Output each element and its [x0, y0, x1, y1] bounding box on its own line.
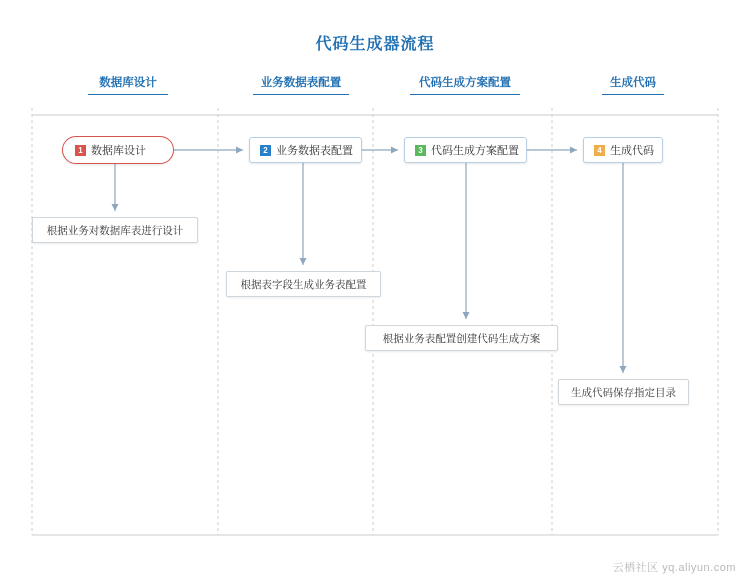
node-generate-code-label: 生成代码	[610, 145, 654, 157]
lane-header-codegen-config-label: 代码生成方案配置	[419, 77, 511, 89]
step-badge-2: 2	[260, 145, 271, 156]
node-generate-code[interactable]	[583, 137, 663, 163]
note-codegen-plan	[365, 325, 558, 351]
lane-header-table-config	[253, 74, 349, 99]
step-badge-4: 4	[594, 145, 605, 156]
lane-header-database-underline	[88, 94, 168, 95]
note-business-table-config-label: 根据表字段生成业务表配置	[240, 278, 367, 291]
lane-header-database	[88, 74, 168, 99]
lane-dividers	[32, 108, 718, 535]
lane-header-codegen-config	[410, 74, 520, 99]
note-codegen-plan-label: 根据业务表配置创建代码生成方案	[382, 332, 541, 345]
note-database-design	[32, 217, 198, 243]
node-business-table-config[interactable]	[249, 137, 362, 163]
node-database-design-label: 数据库设计	[91, 145, 146, 157]
lane-header-database-label: 数据库设计	[99, 77, 157, 89]
note-save-directory-label: 生成代码保存指定目录	[571, 386, 676, 399]
lane-header-generate-code	[602, 74, 664, 99]
watermark: 云栖社区 yq.aliyun.com	[612, 562, 736, 574]
note-save-directory	[558, 379, 689, 405]
note-database-design-label: 根据业务对数据库表进行设计	[46, 224, 184, 237]
lane-header-codegen-config-underline	[410, 94, 520, 95]
node-business-table-config-label: 业务数据表配置	[276, 145, 353, 157]
lane-header-generate-code-label: 生成代码	[610, 77, 656, 89]
step-badge-1: 1	[75, 145, 86, 156]
step-badge-3: 3	[415, 145, 426, 156]
node-codegen-plan-config[interactable]	[404, 137, 527, 163]
node-database-design[interactable]	[62, 136, 174, 164]
lane-header-table-config-underline	[253, 94, 349, 95]
node-codegen-plan-config-label: 代码生成方案配置	[431, 145, 519, 157]
lane-header-table-config-label: 业务数据表配置	[260, 77, 342, 89]
lane-header-generate-code-underline	[602, 94, 664, 95]
note-business-table-config	[226, 271, 381, 297]
diagram-title: 代码生成器流程	[315, 36, 435, 53]
